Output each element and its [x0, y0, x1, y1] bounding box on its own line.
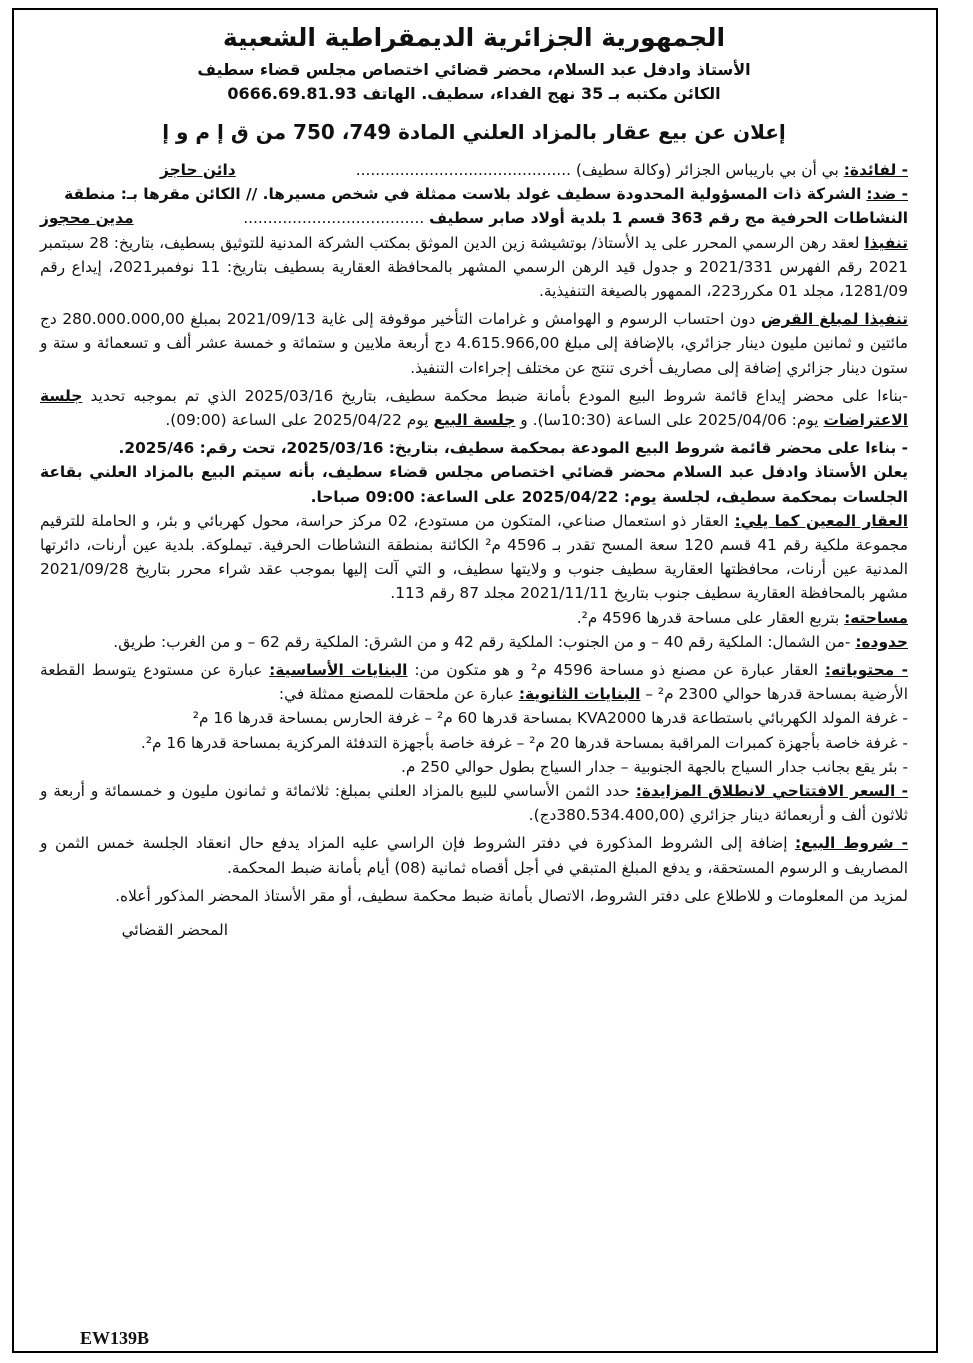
contents-text2: عبارة عن مستودع يتوسط القطعة الأرضية بمساحة قدرها حوالي 2300 م² – — [40, 661, 908, 704]
conditions-label: - شروط البيع: — [795, 834, 908, 853]
area-paragraph — [40, 606, 908, 630]
announcement-line1: - بناءا على محضر قائمة شروط البيع المودعة بمحكمة سطيف، بتاريخ: 2025/03/16، تحت رقم: 2025/46. — [118, 439, 908, 458]
price-label: - السعر الافتتاحي لانطلاق المزايدة: — [635, 782, 908, 801]
loan-paragraph — [40, 307, 908, 380]
signature: المحضر القضائي — [121, 921, 228, 940]
against-line1 — [40, 182, 908, 206]
loan-label: تنفيذا لمبلغ القرض — [760, 310, 908, 329]
against-text1: الشركة ذات المسؤولية المحدودة سطيف غولد بلاست ممثلة في شخص مسيرها. // الكائن مقرها بـ: منطقة — [64, 185, 862, 204]
beneficiary-label: - لفائدة: — [843, 161, 908, 179]
beneficiary-line — [40, 158, 908, 182]
bounds-label: حدوده: — [855, 632, 908, 651]
announcement-title: إعلان عن بيع عقار بالمزاد العلني المادة 749، 750 من ق إ م و إ — [162, 120, 786, 144]
announcement-line2: يعلن الأستاذ وادفل عبد السلام محضر قضائي اختصاص مجلس قضاء سطيف، بأنه سيتم البيع بالمزاد العلني بقاعة الجلسات بمحكمة سطيف، لجلسة يوم: 2025/04/22 على الساعة: 09:00 صباحا. — [40, 463, 908, 506]
sale-session-label: جلسة البيع — [433, 411, 516, 430]
announcement-document — [40, 22, 908, 942]
execution-label: تنفيذا — [864, 233, 908, 252]
contents-item-2: - غرفة خاصة بأجهزة كمبرات المراقبة بمساحة قدرها 20 م² – غرفة خاصة بأجهزة التدفئة المركزية بمساحة قدرها 16 م². — [140, 733, 908, 752]
contents-text1: العقار عبارة عن مصنع ذو مساحة 4596 م² و هو متكون من: — [414, 661, 819, 680]
beneficiary-dots: ............................................ — [355, 161, 571, 179]
contents-paragraph — [40, 658, 908, 706]
property-label: العقار المعين كما يلي: — [734, 511, 909, 530]
against-label: - ضد: — [866, 185, 908, 204]
bounds-text: -من الشمال: الملكية رقم 40 – و من الجنوب: الملكية رقم 42 و من الشرق: الملكية رقم 62 – و من الغرب: طريق. — [113, 632, 851, 651]
against-role: مدين محجوز — [40, 209, 134, 228]
property-text: العقار ذو استعمال صناعي، المتكون من مستودع، 02 مركز حراسة، محول كهربائي و بئر، و الحاملة للترقيم مجموعة ملكية رقم 41 قسم 120 سعة المسح تقدر بـ 4596 م² الكائنة بمنطقة النشاطات الحرفية. تيملوكة. بلدية عين أرنات، دائرتها المدنية عين أرنات، محافظتها العقارية سطيف جنوب و ولايتها سطيف، و التي آلت إليها بموجب عقد شراء محرر بتاريخ 2021/09/28 مشهر بالمحافظة العقارية سطيف جنوب بتاريخ 2021/11/11 مجلد 87 رقم 113. — [40, 511, 908, 603]
conditions-text: إضافة إلى الشروط المذكورة في دفتر الشروط فإن الراسي عليه المزاد يدفع حال انعقاد الجلسة خمس الثمن و المصاريف و الرسوم المستحقة، و يدفع المبلغ المتبقي في أجل أقصاه ثمانية (08) أيام بأمانة ضبط المحكمة. — [40, 834, 908, 877]
against-line2 — [40, 206, 908, 230]
loan-text: دون احتساب الرسوم و الهوامش و غرامات التأخير موقوفة إلى غاية 2021/09/13 بمبلغ 280.000.000,00 دج مائتين و ثمانين مليون دينار جزائري، بالإضافة إلى مبلغ 4.615.966,00 دج أربعة ملايين و ستمائة و خمسة عشر ألف و تسعمائة و ستة و ستون دينار جزائري إضافة إلى مصاريف أخرى تنتج عن مختلف إجراءات التنفيذ. — [40, 310, 908, 377]
objections-session-label: جلسة الاعتراضات — [40, 386, 908, 430]
area-label: مساحته: — [844, 608, 908, 627]
beneficiary-role: دائن حاجز — [160, 161, 236, 179]
against-text2: النشاطات الحرفية مج رقم 363 قسم 1 بلدية أولاد صابر سطيف — [429, 209, 908, 228]
bailiff-line: الأستاذ وادفل عبد السلام، محضر قضائي اختصاص مجلس قضاء سطيف — [197, 60, 751, 79]
against-dots: ..................................... — [243, 209, 425, 228]
republic-heading: الجمهورية الجزائرية الديمقراطية الشعبية — [222, 23, 726, 52]
main-buildings-label: البنايات الأساسية: — [269, 661, 408, 680]
deposit-text1: -بناءا على محضر إيداع قائمة شروط البيع المودع بأمانة ضبط محكمة سطيف، بتاريخ 2025/03/16 الذي تم بموجبه تحديد — [90, 386, 908, 405]
contents-item-3: - بئر يقع بجانب جدار السياج بالجهة الجنوبية – جدار السياج بطول حوالي 250 م. — [401, 757, 908, 776]
contents-text3: عبارة عن ملحقات للمصنع ممثلة في: — [278, 685, 514, 704]
secondary-buildings-label: البنايات الثانوية: — [518, 685, 641, 704]
price-paragraph — [40, 779, 908, 827]
execution-paragraph — [40, 231, 908, 304]
reference-code: EW139B — [80, 1328, 150, 1348]
beneficiary-name: بي أن بي باريباس الجزائر (وكالة سطيف) — [575, 161, 839, 179]
deposit-text3: يوم 2025/04/22 على الساعة (09:00). — [165, 411, 429, 430]
price-text: حدد الثمن الأساسي للبيع بالمزاد العلني بمبلغ: ثلاثمائة و ثمانون مليون و خمسمائة و أربعة و ثلاثون ألف و أربعمائة دينار جزائري (380.534.400,00دج). — [40, 782, 908, 825]
deposit-paragraph — [40, 384, 908, 432]
bailiff-address: الكائن مكتبه بـ 35 نهج الفداء، سطيف. الهاتف 0666.69.81.93 — [227, 84, 721, 103]
property-paragraph — [40, 509, 908, 606]
bounds-paragraph — [40, 630, 908, 654]
area-text: بتربع العقار على مساحة قدرها 4596 م². — [576, 608, 840, 627]
contents-item-1: - غرفة المولد الكهربائي باستطاعة قدرها KVA2000 بمساحة قدرها 60 م² – غرفة الحارس بمساحة قدرها 16 م² — [192, 709, 908, 728]
deposit-text2: يوم: 2025/04/06 على الساعة (10:30سا). و — [520, 411, 819, 430]
more-info-paragraph: لمزيد من المعلومات و للاطلاع على دفتر الشروط، الاتصال بأمانة ضبط محكمة سطيف، أو مقر الأستاذ المحضر المذكور أعلاه. — [115, 886, 908, 905]
execution-text: لعقد رهن الرسمي المحرر على يد الأستاذ/ بوتشيشة زين الدين الموثق بمكتب الشركة المدنية للتوثيق بسطيف، بتاريخ: 28 سبتمبر 2021 رقم الفهرس 2021/331 و جدول قيد الرهن الرسمي المشهر بالمحافظة العقارية بسطيف بتاريخ: 11 نوفمبر2021، إيداع رقم 1281/09، مجلد 01 مكرر223، الممهور بالصيغة التنفيذية. — [40, 233, 908, 301]
conditions-paragraph — [40, 831, 908, 879]
contents-label: - محتوياته: — [824, 661, 908, 680]
